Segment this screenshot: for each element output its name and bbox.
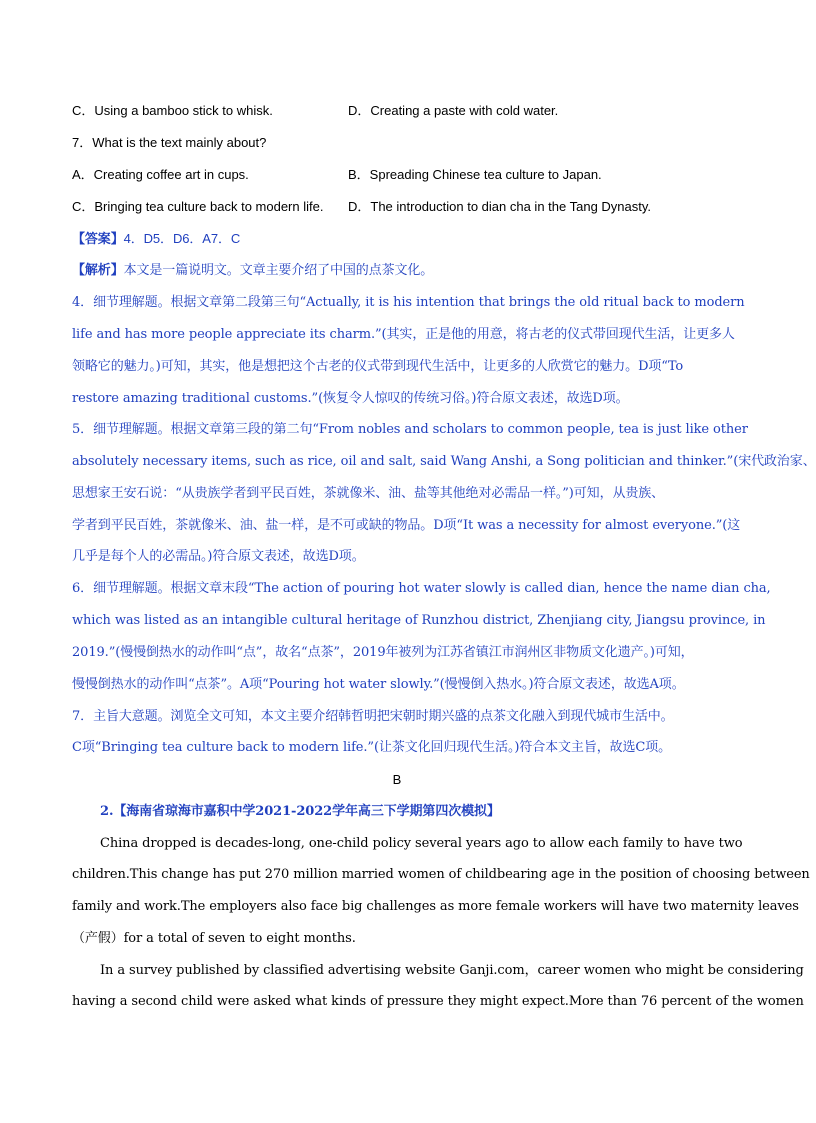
- answer-line: [72, 230, 732, 249]
- passage-line: family and work.The employers also face big challenges as more female workers will have two maternity leaves: [72, 899, 799, 914]
- analysis-line: 6．细节理解题。根据文章末段“The action of pouring hot water slowly is called dian, hence the name dian cha,: [72, 581, 771, 596]
- passage-line: having a second child were asked what kinds of pressure they might expect.More than 76 percent of the women: [72, 994, 804, 1009]
- analysis-line: restore amazing traditional customs.”(恢复令人惊叹的传统习俗。)符合原文表述，故选D项。: [72, 391, 629, 406]
- q7-option-c: C．Bringing tea culture back to modern life.: [72, 199, 324, 214]
- analysis-line: 5．细节理解题。根据文章第三段的第二句“From nobles and scholars to common people, tea is just like other: [72, 422, 748, 437]
- passage-line: children.This change has put 270 million married women of childbearing age in the position of choosing between: [72, 867, 810, 882]
- passage-line: （产假）for a total of seven to eight months.: [72, 931, 356, 946]
- analysis-line: 领略它的魅力。)可知，其实，他是想把这个古老的仪式带到现代生活中，让更多的人欣赏它的魅力。D项“To: [72, 359, 684, 374]
- analysis-label: 【解析】: [72, 263, 124, 278]
- analysis-line: 7．主旨大意题。浏览全文可知，本文主要介绍韩哲明把宋朝时期兴盛的点茶文化融入到现代城市生活中。: [72, 709, 674, 724]
- passage-line: China dropped is decades-long, one-child policy several years ago to allow each family to have two: [100, 836, 743, 851]
- answer-label: 【答案】: [72, 232, 124, 247]
- section-b-heading: B: [392, 772, 402, 787]
- analysis-intro-line: [72, 262, 732, 280]
- analysis-intro: 本文是一篇说明文。文章主要介绍了中国的点茶文化。: [123, 263, 434, 278]
- q7-option-b: B．Spreading Chinese tea culture to Japan.: [348, 167, 602, 182]
- q6-option-c: C．Using a bamboo stick to whisk.: [72, 103, 273, 118]
- q7-option-a: A．Creating coffee art in cups.: [72, 167, 249, 182]
- analysis-line: 几乎是每个人的必需品。)符合原文表述，故选D项。: [72, 549, 365, 564]
- passage-line: In a survey published by classified advertising website Ganji.com，career women who might be considering: [100, 963, 804, 978]
- passage-heading: 2.【海南省琼海市嘉积中学2021-2022学年高三下学期第四次模拟】: [100, 804, 500, 819]
- q6-option-d: D．Creating a paste with cold water.: [348, 103, 559, 118]
- analysis-line: 2019.”(慢慢倒热水的动作叫“点”，故名“点茶”，2019年被列为江苏省镇江市润州区非物质文化遗产。)可知，: [72, 645, 694, 660]
- analysis-line: 思想家王安石说：“从贵族学者到平民百姓，茶就像米、油、盐等其他绝对必需品一样。”)可知，从贵族、: [72, 486, 665, 501]
- q7-question: 7．What is the text mainly about?: [72, 135, 267, 150]
- analysis-line: absolutely necessary items, such as rice, oil and salt, said Wang Anshi, a Song politician and thinker.”(宋代政治家、: [72, 454, 816, 469]
- analysis-line: 学者到平民百姓，茶就像米、油、盐一样，是不可或缺的物品。D项“It was a necessity for almost everyone.”(这: [72, 518, 741, 533]
- analysis-line: 4．细节理解题。根据文章第二段第三句“Actually, it is his intention that brings the old ritual back to modern: [72, 295, 745, 310]
- answer-text: 4．D5．D6．A7．C: [123, 231, 241, 246]
- analysis-line: which was listed as an intangible cultural heritage of Runzhou district, Zhenjiang city, Jiangsu province, in: [72, 613, 766, 628]
- q7-option-d: D．The introduction to dian cha in the Tang Dynasty.: [348, 199, 652, 214]
- analysis-line: 慢慢倒热水的动作叫“点茶”。A项“Pouring hot water slowly.”(慢慢倒入热水。)符合原文表述，故选A项。: [72, 677, 685, 692]
- analysis-line: life and has more people appreciate its charm.”(其实，正是他的用意，将古老的仪式带回现代生活，让更多人: [72, 327, 735, 342]
- analysis-line: C项“Bringing tea culture back to modern life.”(让茶文化回归现代生活。)符合本文主旨，故选C项。: [72, 740, 672, 755]
